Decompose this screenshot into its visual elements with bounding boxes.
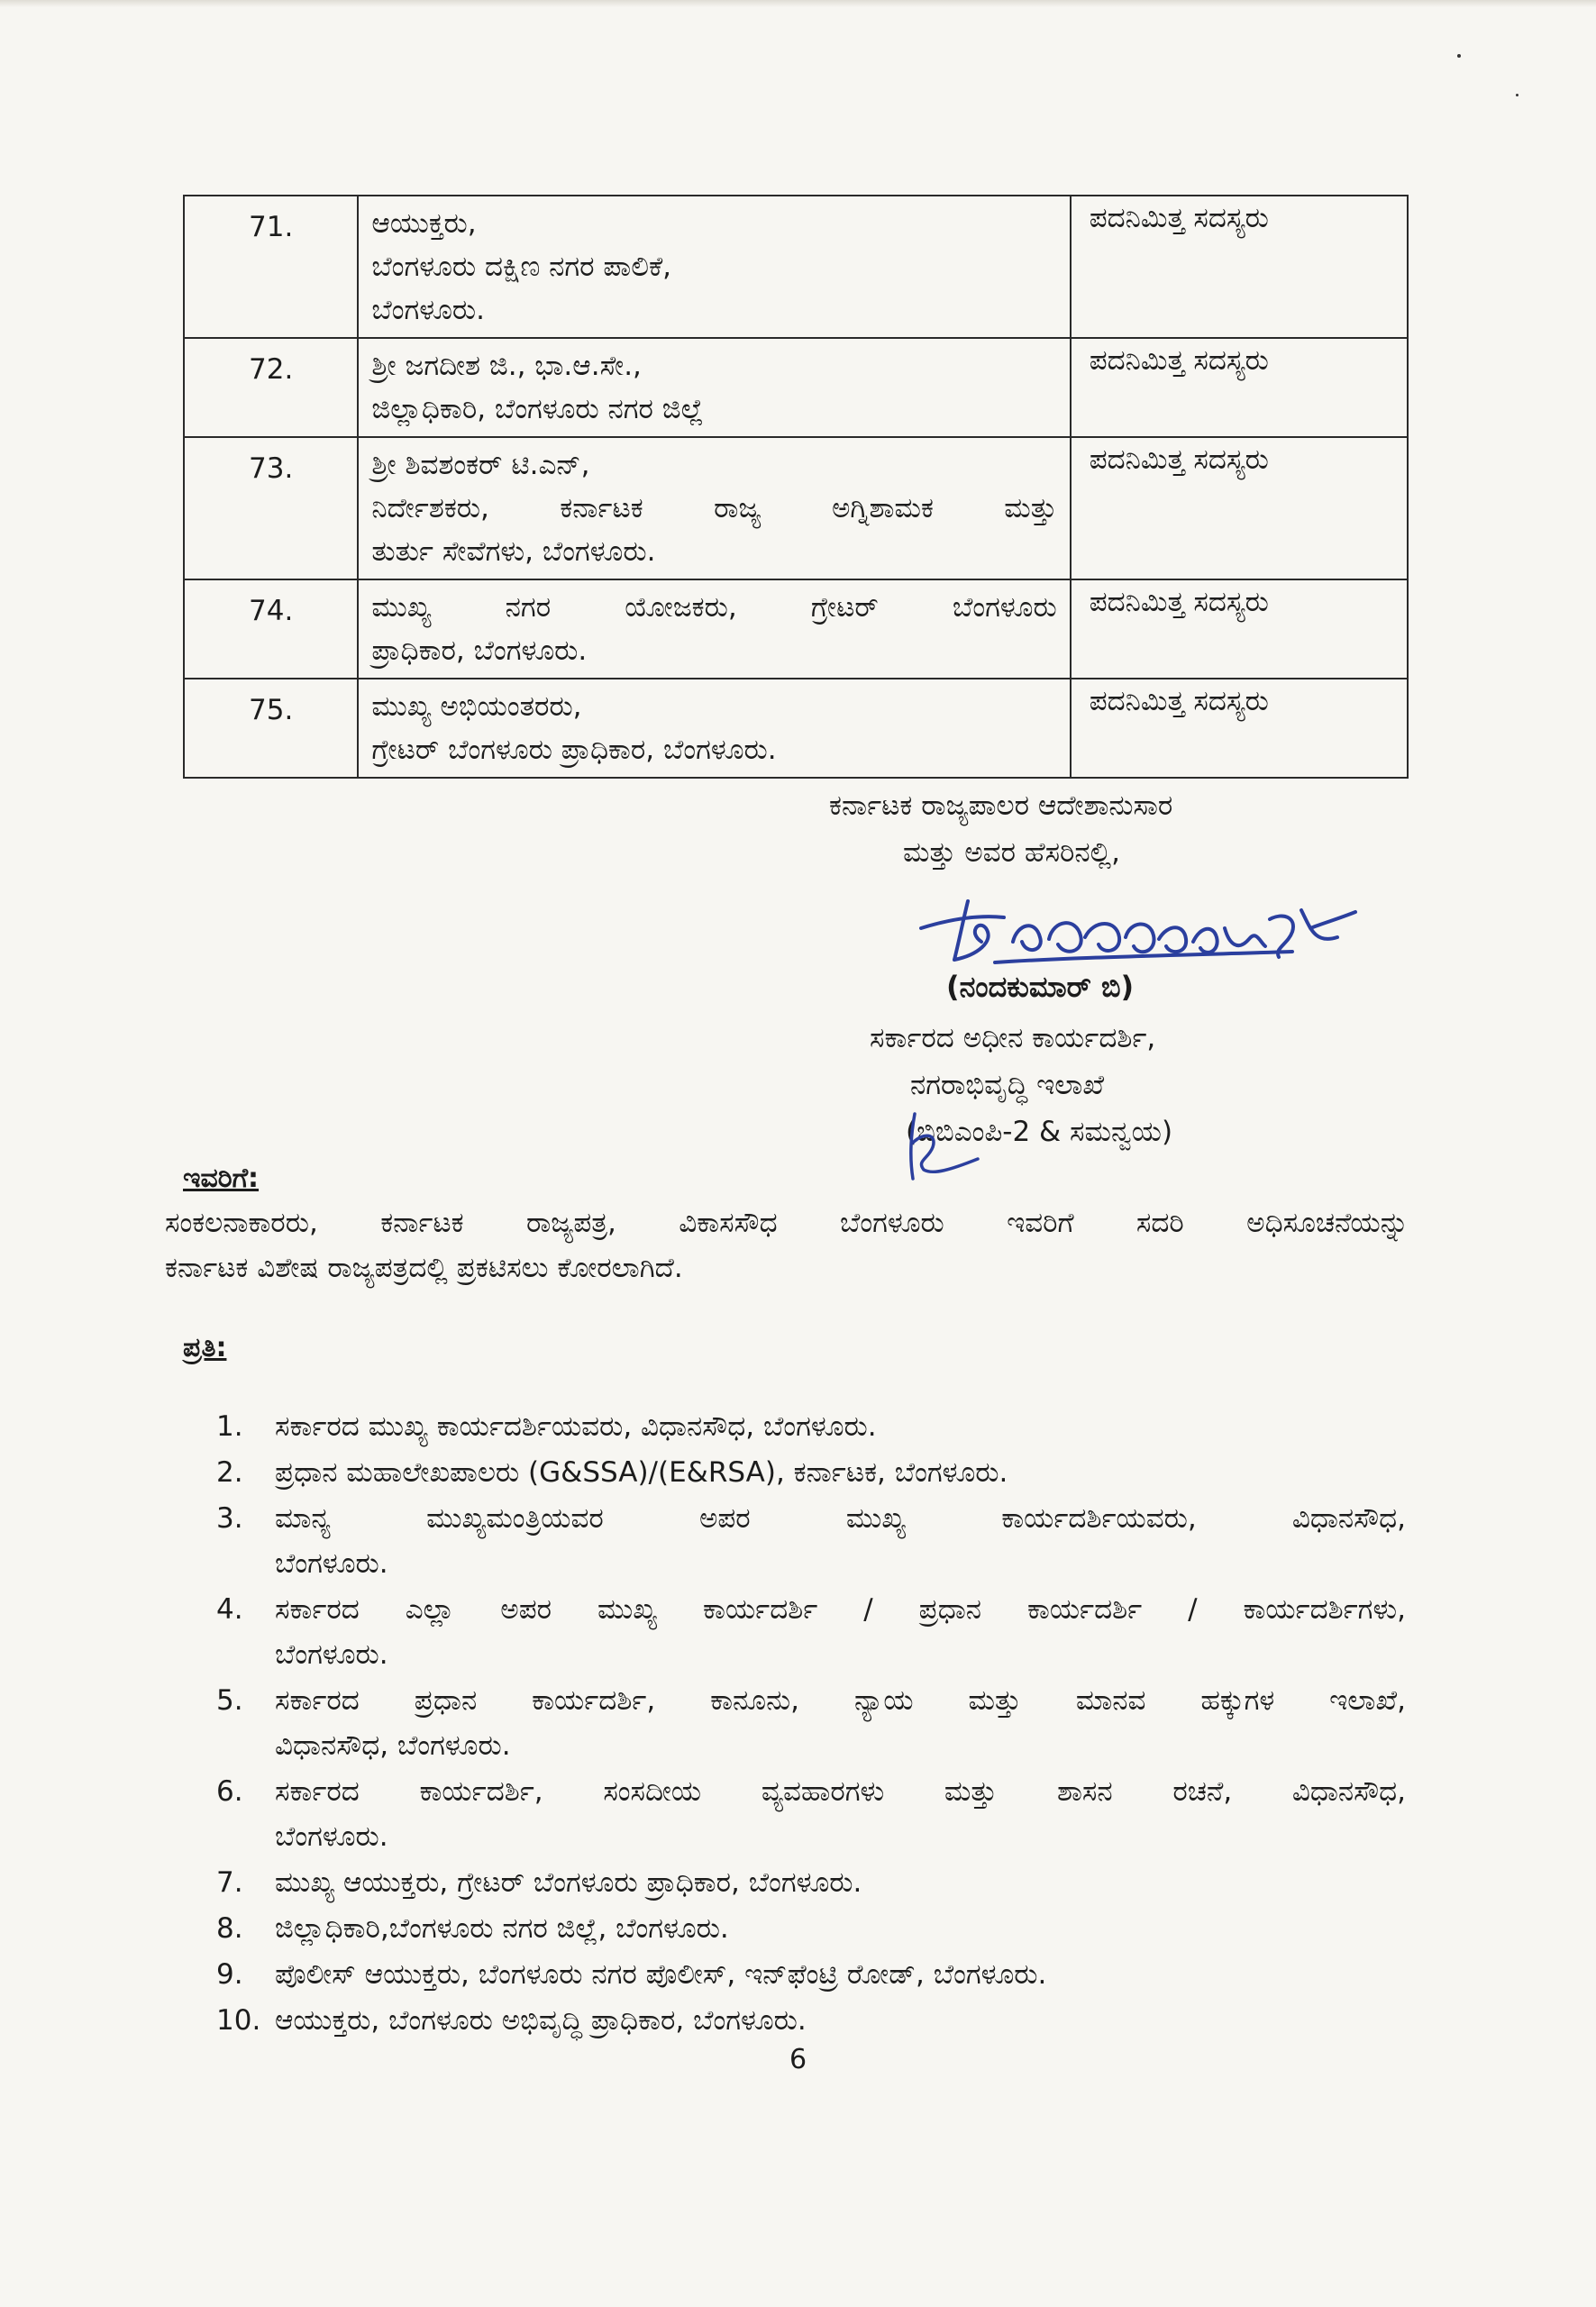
member-role: ಪದನಿಮಿತ್ತ ಸದಸ್ಯರು xyxy=(1071,679,1408,778)
list-item xyxy=(216,1496,1406,1586)
page-number: 6 xyxy=(789,2044,807,2075)
designation-line: ನಗರಾಭಿವೃದ್ಧಿ ಇಲಾಖೆ xyxy=(910,1069,1105,1101)
list-number: 5. xyxy=(216,1684,243,1717)
serial-number: 75. xyxy=(184,679,358,778)
order-line: ಮತ್ತು ಅವರ ಹೆಸರಿನಲ್ಲಿ, xyxy=(903,836,1120,869)
table-row xyxy=(184,196,1408,338)
list-item xyxy=(216,1906,1406,1951)
member-description xyxy=(358,338,1070,437)
member-line: ತುರ್ತು ಸೇವೆಗಳು, ಬೆಂಗಳೂರು. xyxy=(371,535,656,568)
designation-line: (ಬಿಬಿಎಂಪಿ-2 & ಸಮನ್ವಯ) xyxy=(906,1116,1173,1148)
list-item-text: ಸರ್ಕಾರದ ಕಾರ್ಯದರ್ಶಿ, ಸಂಸದೀಯ ವ್ಯವಹಾರಗಳು ಮತ್ತು ಶಾಸನ ರಚನೆ, ವಿಧಾನಸೌಧ, xyxy=(275,1775,1406,1808)
serial-number: 72. xyxy=(184,338,358,437)
list-item-text: ಮುಖ್ಯ ಆಯುಕ್ತರು, ಗ್ರೇಟರ್ ಬೆಂಗಳೂರು ಪ್ರಾಧಿಕಾರ, ಬೆಂಗಳೂರು. xyxy=(275,1866,862,1899)
member-line: ಆಯುಕ್ತರು, xyxy=(371,207,477,240)
serial-number: 71. xyxy=(184,196,358,338)
recipient-text xyxy=(165,1200,1409,1290)
list-item xyxy=(216,1860,1406,1905)
list-item xyxy=(216,1678,1406,1768)
list-number: 9. xyxy=(216,1958,243,1991)
list-item xyxy=(216,1587,1406,1677)
list-item xyxy=(216,1998,1406,2043)
list-item xyxy=(216,1450,1406,1495)
list-item-text: ಸರ್ಕಾರದ ಪ್ರಧಾನ ಕಾರ್ಯದರ್ಶಿ, ಕಾನೂನು, ನ್ಯಾಯ ಮತ್ತು ಮಾನವ ಹಕ್ಕುಗಳ ಇಲಾಖೆ, xyxy=(275,1684,1406,1717)
member-role: ಪದನಿಮಿತ್ತ ಸದಸ್ಯರು xyxy=(1071,437,1408,579)
list-item-text: ಸರ್ಕಾರದ ಎಲ್ಲಾ ಅಪರ ಮುಖ್ಯ ಕಾರ್ಯದರ್ಶಿ / ಪ್ರಧಾನ ಕಾರ್ಯದರ್ಶಿ / ಕಾರ್ಯದರ್ಶಿಗಳು, xyxy=(275,1593,1406,1626)
list-number: 10. xyxy=(216,2004,261,2037)
member-role: ಪದನಿಮಿತ್ತ ಸದಸ್ಯರು xyxy=(1071,196,1408,338)
handwritten-initials xyxy=(897,1107,987,1188)
list-number: 2. xyxy=(216,1456,243,1489)
member-line: ಬೆಂಗಳೂರು ದಕ್ಷಿಣ ನಗರ ಪಾಲಿಕೆ, xyxy=(371,251,672,283)
member-description xyxy=(358,579,1070,679)
list-item xyxy=(216,1952,1406,1997)
designation-line: ಸರ್ಕಾರದ ಅಧೀನ ಕಾರ್ಯದರ್ಶಿ, xyxy=(870,1022,1156,1054)
list-number: 6. xyxy=(216,1775,243,1808)
table-row xyxy=(184,679,1408,778)
serial-number: 74. xyxy=(184,579,358,679)
list-item-text: ಪ್ರಧಾನ ಮಹಾಲೇಖಪಾಲರು (G&SSA)/(E&RSA), ಕರ್ನಾಟಕ, ಬೆಂಗಳೂರು. xyxy=(275,1456,1008,1489)
handwritten-signature xyxy=(914,892,1364,973)
recipient-line: ಸಂಕಲನಾಕಾರರು, ಕರ್ನಾಟಕ ರಾಜ್ಯಪತ್ರ, ವಿಕಾಸಸೌಧ ಬೆಂಗಳೂರು ಇವರಿಗೆ ಸದರಿ ಅಧಿಸೂಚನೆಯನ್ನು xyxy=(165,1207,1409,1239)
member-line: ಮುಖ್ಯ ಅಭಿಯಂತರರು, xyxy=(371,690,582,723)
serial-number: 73. xyxy=(184,437,358,579)
list-item-text: ವಿಧಾನಸೌಧ, ಬೆಂಗಳೂರು. xyxy=(275,1729,511,1762)
member-line: ಬೆಂಗಳೂರು. xyxy=(371,294,485,326)
list-number: 7. xyxy=(216,1866,243,1899)
member-line: ಮುಖ್ಯ ನಗರ ಯೋಜಕರು, ಗ್ರೇಟರ್ ಬೆಂಗಳೂರು xyxy=(371,591,1057,624)
list-number: 8. xyxy=(216,1912,243,1945)
member-description xyxy=(358,679,1070,778)
scan-speck xyxy=(1457,54,1461,58)
signatory-name: (ನಂದಕುಮಾರ್ ಬಿ) xyxy=(946,970,1135,1004)
list-item-text: ಸರ್ಕಾರದ ಮುಖ್ಯ ಕಾರ್ಯದರ್ಶಿಯವರು, ವಿಧಾನಸೌಧ, ಬೆಂಗಳೂರು. xyxy=(275,1410,877,1443)
authority-statement xyxy=(811,782,1397,876)
member-description xyxy=(358,196,1070,338)
list-item-text: ಪೊಲೀಸ್ ಆಯುಕ್ತರು, ಬೆಂಗಳೂರು ನಗರ ಪೊಲೀಸ್, ಇನ್‌ಫೆಂಟ್ರಿ ರೋಡ್, ಬೆಂಗಳೂರು. xyxy=(275,1958,1047,1991)
table-row xyxy=(184,579,1408,679)
list-number: 1. xyxy=(216,1410,243,1443)
member-line: ಗ್ರೇಟರ್ ಬೆಂಗಳೂರು ಪ್ರಾಧಿಕಾರ, ಬೆಂಗಳೂರು. xyxy=(371,734,777,766)
member-line: ಶ್ರೀ ಶಿವಶಂಕರ್ ಟಿ.ಎನ್, xyxy=(371,449,590,481)
list-item xyxy=(216,1404,1406,1449)
list-item xyxy=(216,1769,1406,1859)
member-role: ಪದನಿಮಿತ್ತ ಸದಸ್ಯರು xyxy=(1071,338,1408,437)
member-line: ಪ್ರಾಧಿಕಾರ, ಬೆಂಗಳೂರು. xyxy=(371,634,588,667)
member-role: ಪದನಿಮಿತ್ತ ಸದಸ್ಯರು xyxy=(1071,579,1408,679)
members-table xyxy=(183,195,1409,779)
page-top-edge xyxy=(0,0,1596,7)
list-item-text: ಬೆಂಗಳೂರು. xyxy=(275,1547,388,1580)
recipient-label: ಇವರಿಗೆ: xyxy=(183,1163,260,1194)
member-description xyxy=(358,437,1070,579)
table-row xyxy=(184,437,1408,579)
list-number: 4. xyxy=(216,1593,243,1626)
order-line: ಕರ್ನಾಟಕ ರಾಜ್ಯಪಾಲರ ಆದೇಶಾನುಸಾರ xyxy=(829,789,1173,822)
scan-speck xyxy=(1516,94,1518,96)
list-item-text: ಬೆಂಗಳೂರು. xyxy=(275,1820,388,1853)
list-number: 3. xyxy=(216,1502,243,1535)
list-item-text: ಆಯುಕ್ತರು, ಬೆಂಗಳೂರು ಅಭಿವೃದ್ಧಿ ಪ್ರಾಧಿಕಾರ, ಬೆಂಗಳೂರು. xyxy=(275,2004,807,2037)
member-line: ಶ್ರೀ ಜಗದೀಶ ಜಿ., ಭಾ.ಆ.ಸೇ., xyxy=(371,350,642,382)
member-line: ನಿರ್ದೇಶಕರು, ಕರ್ನಾಟಕ ರಾಜ್ಯ ಅಗ್ನಿಶಾಮಕ ಮತ್ತು xyxy=(371,492,1057,524)
list-item-text: ಬೆಂಗಳೂರು. xyxy=(275,1638,388,1671)
member-line: ಜಿಲ್ಲಾಧಿಕಾರಿ, ಬೆಂಗಳೂರು ನಗರ ಜಿಲ್ಲೆ xyxy=(371,393,704,425)
recipient-line: ಕರ್ನಾಟಕ ವಿಶೇಷ ರಾಜ್ಯಪತ್ರದಲ್ಲಿ ಪ್ರಕಟಿಸಲು ಕೋರಲಾಗಿದೆ. xyxy=(165,1252,683,1284)
list-item-text: ಮಾನ್ಯ ಮುಖ್ಯಮಂತ್ರಿಯವರ ಅಪರ ಮುಖ್ಯ ಕಾರ್ಯದರ್ಶಿಯವರು, ವಿಧಾನಸೌಧ, xyxy=(275,1502,1406,1535)
copy-label: ಪ್ರತಿ: xyxy=(183,1332,227,1363)
table-row xyxy=(184,338,1408,437)
list-item-text: ಜಿಲ್ಲಾಧಿಕಾರಿ,ಬೆಂಗಳೂರು ನಗರ ಜಿಲ್ಲೆ, ಬೆಂಗಳೂರು. xyxy=(275,1912,729,1945)
copy-list xyxy=(216,1404,1406,2044)
